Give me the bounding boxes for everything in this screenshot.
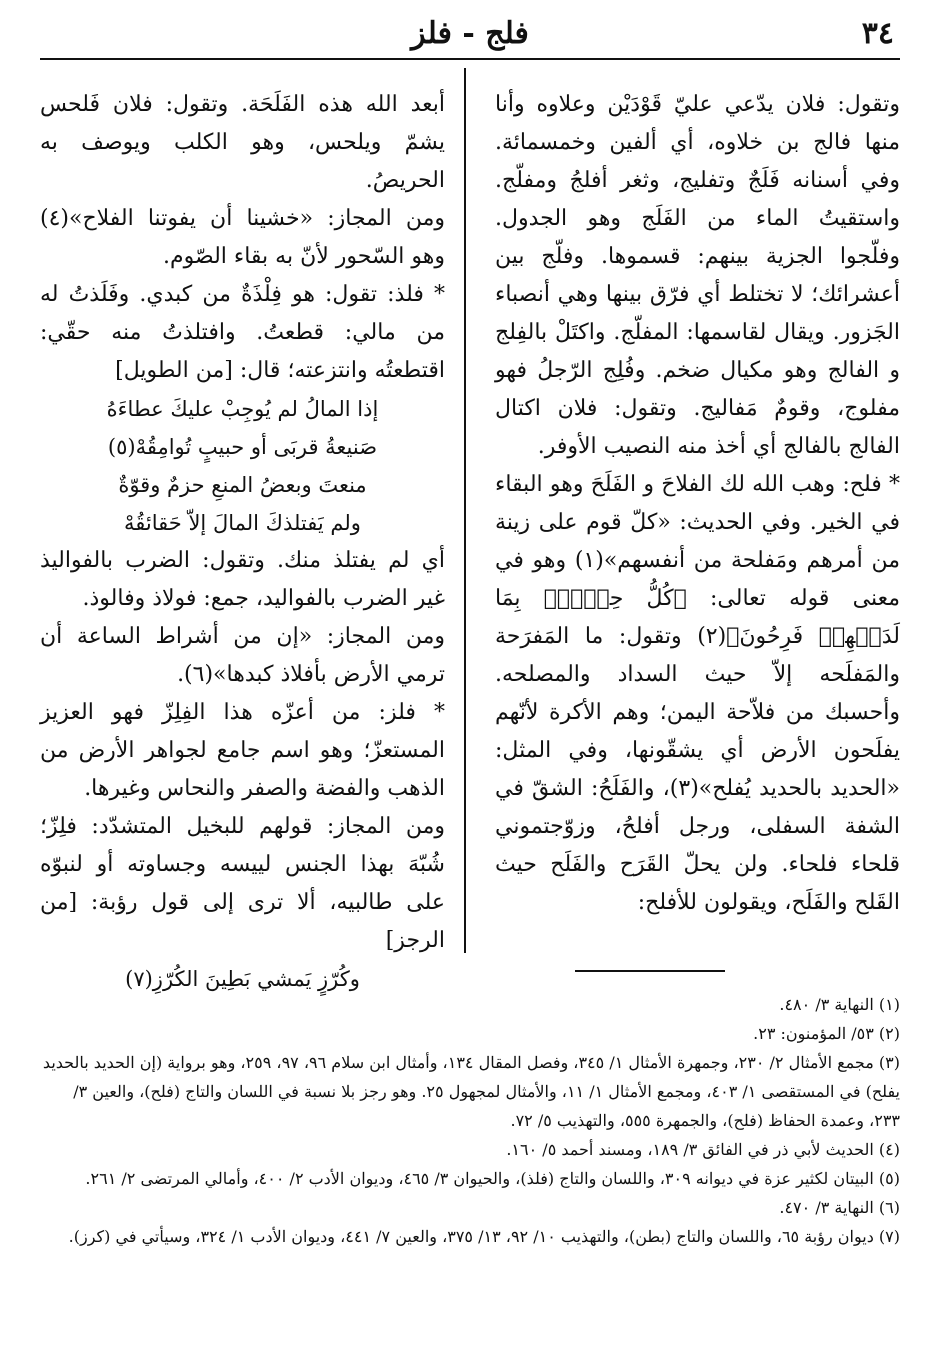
- right-column: [495, 86, 900, 922]
- footnote: (٤) الحديث لأبي ذر في الفائق ٣/ ١٨٩، ومسند أحمد ٥/ ١٦٠.: [506, 1140, 900, 1159]
- page-number: ٣٤: [861, 16, 894, 51]
- paragraph: ومن المجاز: «إن من أشراط الساعة أن ترمي الأرض بأفلاذ كبدها»(٦).: [40, 624, 445, 687]
- footnote-separator: [575, 970, 725, 972]
- verse-line: منعتَ وبعضُ المنعِ حزمٌ وقوّةٌ: [118, 473, 367, 497]
- paragraph-falaz: * فلذ: تقول: هو فِلْذَةٌ من كبدي. وفَلَذتُ له من مالي: قطعتُ. وافتلذتُ منه حقّي: اقتطعتُه وانتزعته؛ قال: [من الطويل]: [40, 282, 445, 383]
- paragraph-falaj: وتقول: فلان يدّعي عليّ قَوْدَيْن وعلاوه وأنا منها فالج بن خلاوه، أي ألفين وخمسمائة. وفي أسنانه فَلَجٌ وتفليج، وثغر أفلجُ ومفلّج. واستقيتُ الماء من الفَلَج وهو الجدول. وفلّجوا الجزية بينهم: قسموها. وفلّج بين أعشرائك؛ لا تختلط أي فرّق بينها وهي أنصباء الجَزور. ويقال لقاسمها: المفلّج. واكتَلْ بالفِلج و الفالج وهو مكيال ضخم. وفُلِج الرّجلُ فهو مفلوج، وقومٌ مَفاليج. وتقول: فلان اكتال الفالج بالفالج أي أخذ منه النصيب الأوفر.: [495, 92, 900, 459]
- verse-line: صَنيعةُ قربَى أو حبيبٍ تُوامِقُهْ(٥): [107, 435, 378, 459]
- verse-line: إذا المالُ لم يُوجِبْ عليكَ عطاءَهُ: [106, 397, 379, 421]
- paragraph: ومن المجاز: قولهم للبخيل المتشدّد: فلِزّ؛ شُبّهَ بهذا الجنس لييسه وجساوته أو لنبوّه على طالبيه، ألا ترى إلى قول رؤبة: [من الرجز]: [40, 814, 445, 953]
- paragraph: أي لم يفتلذ منك. وتقول: الضرب بالفواليذ غير الضرب بالفواليد، جمع: فولاذ وفالوذ.: [40, 548, 445, 611]
- paragraph-falaz2: * فلز: من أعزّه هذا الفِلِزّ فهو العزيز المستعزّ؛ وهو اسم جامع لجواهر الأرض من الذهب والفضة والصفر والنحاس وغيرها.: [40, 700, 445, 801]
- footnote: (١) النهاية ٣/ ٤٨٠.: [779, 995, 900, 1014]
- footnotes: [40, 990, 900, 1251]
- footnote: (٣) مجمع الأمثال ٢/ ٢٣٠، وجمهرة الأمثال ١/ ٣٤٥، وفصل المقال ١٣٤، وأمثال ابن سلام ٩٦، ٩٧، ٢٥٩، وهو برواية (إن الحديد بالحديد يفلح) في المستقصى ١/ ٤٠٣، ومجمع الأمثال ١/ ١١، والأمثال لمجهول ٢٥. وهو رجز بلا نسبة في اللسان والتاج (فلح)، والعين ٣/ ٢٣٣، وعمدة الحفاظ (فلح)، والجمهرة ٥٥٥، والتهذيب ٥/ ٧٢.: [42, 1053, 900, 1130]
- paragraph: أبعد الله هذه الفَلَحَة. وتقول: فلان فَلحس يشمّ ويلحس، وهو الكلب ويوصف به الحريصُ.: [40, 92, 445, 193]
- footnote: (٥) البيتان لكثير عزة في ديوانه ٣٠٩، واللسان والتاج (فلذ)، والحيوان ٣/ ٤٦٥، وديوان الأدب ٢/ ٤٠٠، وأمالي المرتضى ٢/ ٢٦١.: [85, 1169, 900, 1188]
- column-divider: [464, 68, 466, 953]
- footnote: (٢) ٥٣/ المؤمنون: ٢٣.: [753, 1024, 900, 1043]
- paragraph: ومن المجاز: «خشينا أن يفوتنا الفلاح»(٤) وهو السّحور لأنّ به بقاء الصّوم.: [40, 206, 445, 269]
- paragraph-falah: * فلح: وهب الله لك الفلاحَ و الفَلَحَ وهو البقاء في الخير. وفي الحديث: «كلّ قوم على زينة من أمرهم ومَفلحة من أنفسهم»(١) وهو في معنى قوله تعالى: ﴿كُلُّ حِزۡبِۭ بِمَا لَدَيۡهِمۡ فَرِحُونَ﴾(٢) وتقول: ما المَفرَحة والمَفلَحه إلاّ حيث السداد والمصلحه. وأحسبك من فلاّحة اليمن؛ وهم الأكرة لأنّهم يفلَحون الأرض أي يشقّونها، وفي المثل: «الحديد بالحديد يُفلح»(٣)، والفَلَحُ: الشقّ في الشفة السفلى، ورجل أفلحُ، وزوّجتموني قلحاء فلحاء. ولن يحلّ القَرَح والفَلَح حيث القَلح والفَلَح، ويقولون للأفلح:: [495, 472, 900, 915]
- poem-verse: [40, 390, 445, 542]
- left-column: [40, 86, 445, 998]
- verse-line: ولم يَفتلذكَ المالَ إلاّ حَقائقُهْ: [124, 511, 361, 535]
- footnote: (٧) ديوان رؤبة ٦٥، واللسان والتاج (بطن)، والتهذيب ١٠/ ٩٢، ١٣/ ٣٧٥، والعين ٧/ ٤٤١، وديوان الأدب ١/ ٣٢٤، وسيأتي في (كرز).: [68, 1227, 900, 1246]
- verse-line: وكُرّزٍ يَمشي بَطِينَ الكُرّزِ(٧): [125, 967, 360, 991]
- running-title: فلج - فلز: [411, 16, 529, 51]
- footnote: (٦) النهاية ٣/ ٤٧٠.: [779, 1198, 900, 1217]
- page-header: [40, 14, 900, 60]
